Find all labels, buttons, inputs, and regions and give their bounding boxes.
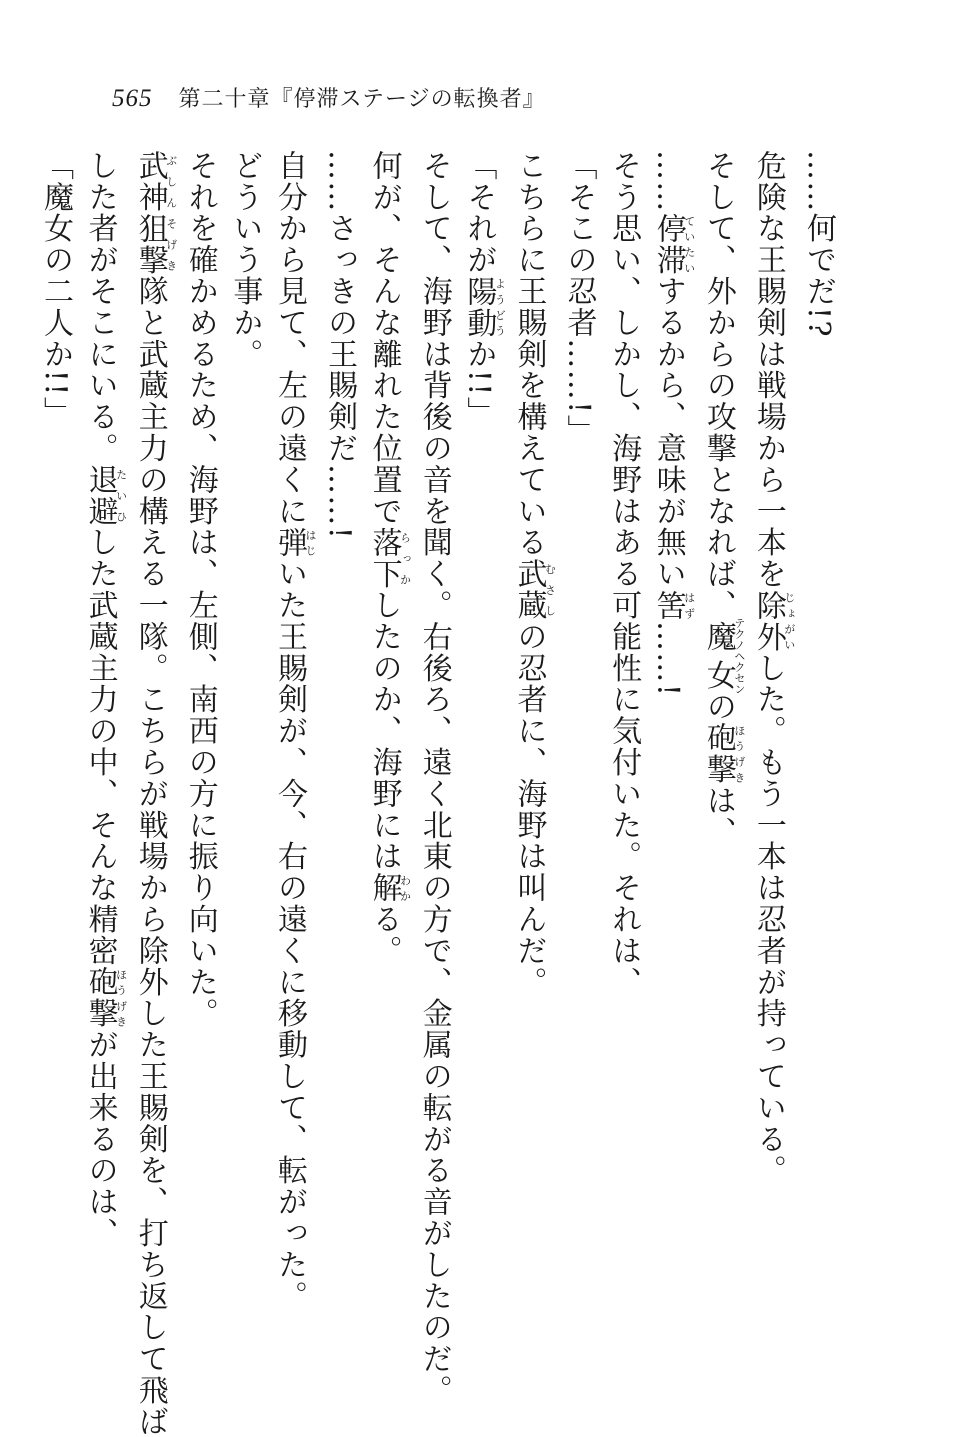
text-line: ……さっきの王賜剣だ……! bbox=[322, 150, 358, 541]
ruby-annotation: 停滞ていたい bbox=[650, 212, 696, 276]
ruby-annotation: 武神ぶしん bbox=[132, 150, 178, 213]
ruby-annotation: 解わか bbox=[366, 872, 412, 904]
text-line: 「それが陽動ようどうか!!」 bbox=[461, 150, 507, 429]
ruby-annotation: 狙撃そげき bbox=[132, 212, 178, 276]
text-line: そう思い、しかし、海野はある可能性に気付いた。それは、 bbox=[606, 150, 642, 998]
ruby-annotation: 魔女テクノヘクセン bbox=[700, 617, 746, 695]
ruby-annotation: 砲撃ほうげき bbox=[700, 722, 746, 786]
running-header bbox=[112, 82, 546, 112]
text-line: 武神ぶしん狙撃そげき隊と武蔵主力の構える一隊。こちらが戦場から除外した王賜剣を、打ち返して飛ば bbox=[132, 150, 178, 1437]
text-line: 何が、そんな離れた位置で落下らっかしたのか、海野には解わかる。 bbox=[366, 150, 412, 967]
text-line: そして、海野は背後の音を聞く。右後ろ、遠く北東の方で、金属の転がる音がしたのだ。 bbox=[416, 150, 452, 1406]
text-line: こちらに王賜剣を構えている武蔵むさしの忍者に、海野は叫んだ。 bbox=[511, 150, 557, 998]
text-line: 自分から見て、左の遠くに弾はじいた王賜剣が、今、右の遠くに移動して、転がった。 bbox=[271, 150, 317, 1312]
ruby-annotation: 陽動ようどう bbox=[461, 275, 507, 339]
ruby-annotation: 弾はじ bbox=[271, 526, 317, 559]
text-line: それを確かめるため、海野は、左側、南西の方に振り向いた。 bbox=[182, 150, 218, 1030]
text-line: した者がそこにいる。退避たいひした武蔵主力の中、そんな精密砲撃ほうげきが出来るのは、 bbox=[82, 150, 128, 1250]
text-line: ……何でだ!? bbox=[801, 150, 836, 338]
ruby-annotation: 退避たいひ bbox=[82, 464, 128, 527]
text-line: 「そこの忍者……!」 bbox=[561, 150, 597, 447]
text-line: 「魔女の二人か!!」 bbox=[38, 150, 73, 429]
ruby-annotation: 武蔵むさし bbox=[511, 558, 557, 622]
text-line: 危険な王賜剣は戦場から一本を除外じょがいした。もう一本は忍者が持っている。 bbox=[750, 150, 796, 1187]
text-line: そして、外からの攻撃となれば、魔女テクノヘクセンの砲撃ほうげきは、 bbox=[700, 150, 746, 848]
text-line: どういう事か。 bbox=[227, 150, 263, 370]
ruby-annotation: 砲撃ほうげき bbox=[82, 966, 128, 1030]
chapter-title: 第二十章『停滞ステージの転換者』 bbox=[178, 87, 546, 112]
page-number: 565 bbox=[112, 85, 153, 112]
ruby-annotation: 筈はず bbox=[650, 589, 696, 622]
ruby-annotation: 除外じょがい bbox=[750, 589, 796, 653]
text-line: ……停滞ていたいするから、意味が無い筈はず……! bbox=[650, 150, 696, 698]
vertical-body-text bbox=[32, 150, 840, 1437]
ruby-annotation: 落下らっか bbox=[366, 526, 412, 590]
